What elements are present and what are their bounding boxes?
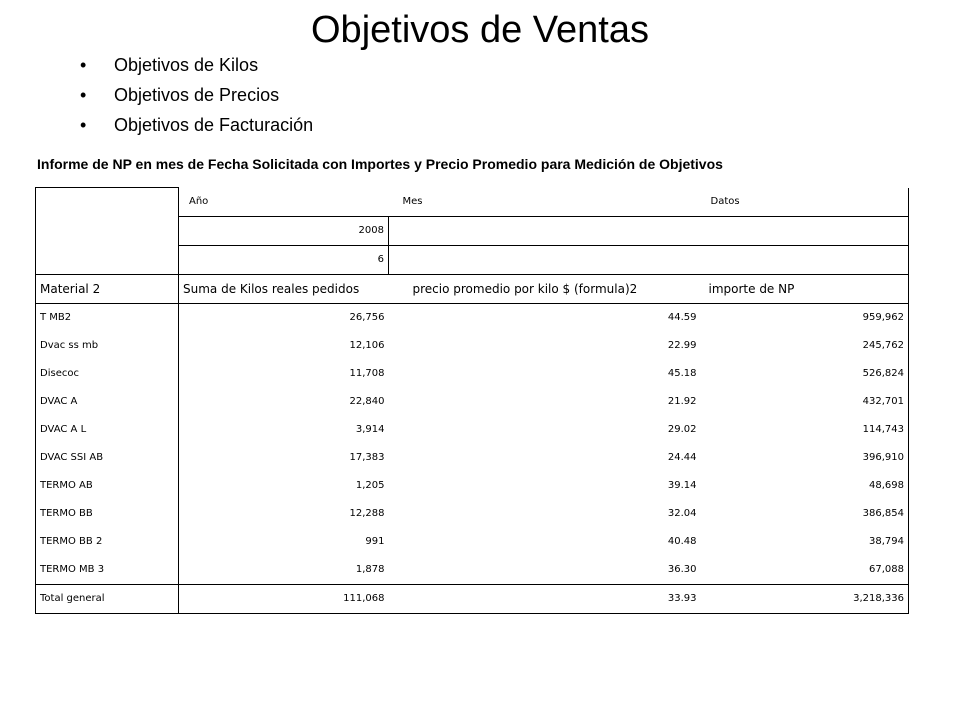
- precio-cell: 21.92: [667, 396, 697, 407]
- importe-cell: 959,962: [701, 303, 909, 332]
- table-row: [36, 332, 909, 360]
- precio-cell: 45.18: [667, 368, 697, 379]
- total-label: Total general: [36, 584, 179, 613]
- bullet-glyph: •: [80, 85, 87, 105]
- pivot-filter-header: [36, 188, 909, 217]
- importe-cell: 526,824: [701, 360, 909, 388]
- table-row: [36, 444, 909, 472]
- material-cell: TERMO BB 2: [36, 528, 179, 556]
- precio-cell: 24.44: [667, 452, 697, 463]
- year-value: 2008: [179, 216, 389, 245]
- material-cell: TERMO MB 3: [36, 556, 179, 585]
- year-label: Año: [179, 188, 389, 217]
- bullet-text: Objetivos de Precios: [114, 85, 280, 105]
- bullet-item: [80, 50, 313, 80]
- table-row: [36, 388, 909, 416]
- kilos-cell: 26,756: [349, 312, 385, 323]
- importe-cell: 114,743: [701, 416, 909, 444]
- precio-cell: 22.99: [667, 340, 697, 351]
- table-row: [36, 528, 909, 556]
- kilos-cell: 17,383: [349, 452, 385, 463]
- pivot-corner: [36, 188, 179, 275]
- precio-cell: 44.59: [667, 312, 697, 323]
- material-cell: TERMO BB: [36, 500, 179, 528]
- kilos-cell: 22,840: [349, 396, 385, 407]
- column-header: Suma de Kilos reales pedidos: [179, 274, 389, 303]
- table-row: [36, 416, 909, 444]
- objectives-list: [80, 50, 313, 140]
- column-header: precio promedio por kilo $ (formula)2: [389, 274, 701, 303]
- total-precio: 33.93: [389, 584, 701, 613]
- table-row: [36, 500, 909, 528]
- month-label: Mes: [389, 188, 701, 217]
- table-row: [36, 303, 909, 332]
- kilos-cell: 991: [365, 536, 385, 547]
- kilos-cell: 11,708: [349, 368, 385, 379]
- kilos-cell: 1,205: [355, 480, 385, 491]
- column-header-row: [36, 274, 909, 303]
- importe-cell: 38,794: [701, 528, 909, 556]
- precio-cell: 39.14: [667, 480, 697, 491]
- bullet-item: [80, 80, 313, 110]
- material-cell: DVAC A: [36, 388, 179, 416]
- table-row: [36, 556, 909, 585]
- importe-cell: 386,854: [701, 500, 909, 528]
- datos-label: Datos: [701, 188, 909, 217]
- kilos-cell: 1,878: [355, 564, 385, 575]
- importe-cell: 396,910: [701, 444, 909, 472]
- bullet-glyph: •: [80, 55, 87, 75]
- precio-cell: 29.02: [667, 424, 697, 435]
- material-cell: T MB2: [36, 303, 179, 332]
- material-cell: TERMO AB: [36, 472, 179, 500]
- material-cell: DVAC A L: [36, 416, 179, 444]
- importe-cell: 245,762: [701, 332, 909, 360]
- bullet-text: Objetivos de Facturación: [114, 115, 314, 135]
- kilos-cell: 12,288: [349, 508, 385, 519]
- total-importe: 3,218,336: [701, 584, 909, 613]
- report-subtitle: Informe de NP en mes de Fecha Solicitada con Importes y Precio Promedio para Medición de Objetivos: [37, 156, 723, 172]
- material-cell: Dvac ss mb: [36, 332, 179, 360]
- importe-cell: 432,701: [701, 388, 909, 416]
- table-row: [36, 360, 909, 388]
- bullet-item: [80, 110, 313, 140]
- importe-cell: 67,088: [701, 556, 909, 585]
- importe-cell: 48,698: [701, 472, 909, 500]
- column-header: importe de NP: [701, 274, 909, 303]
- precio-cell: 32.04: [667, 508, 697, 519]
- precio-cell: 36.30: [667, 564, 697, 575]
- page-title: Objetivos de Ventas: [311, 9, 649, 51]
- table-row: [36, 472, 909, 500]
- column-header: Material 2: [36, 274, 179, 303]
- kilos-cell: 3,914: [355, 424, 385, 435]
- precio-cell: 40.48: [667, 536, 697, 547]
- kilos-cell: 12,106: [349, 340, 385, 351]
- pivot-table: [35, 187, 909, 614]
- material-cell: Disecoc: [36, 360, 179, 388]
- total-kilos: 111,068: [179, 584, 389, 613]
- bullet-glyph: •: [80, 115, 87, 135]
- bullet-text: Objetivos de Kilos: [114, 55, 259, 75]
- material-cell: DVAC SSI AB: [36, 444, 179, 472]
- month-value: 6: [179, 245, 389, 274]
- total-row: [36, 584, 909, 613]
